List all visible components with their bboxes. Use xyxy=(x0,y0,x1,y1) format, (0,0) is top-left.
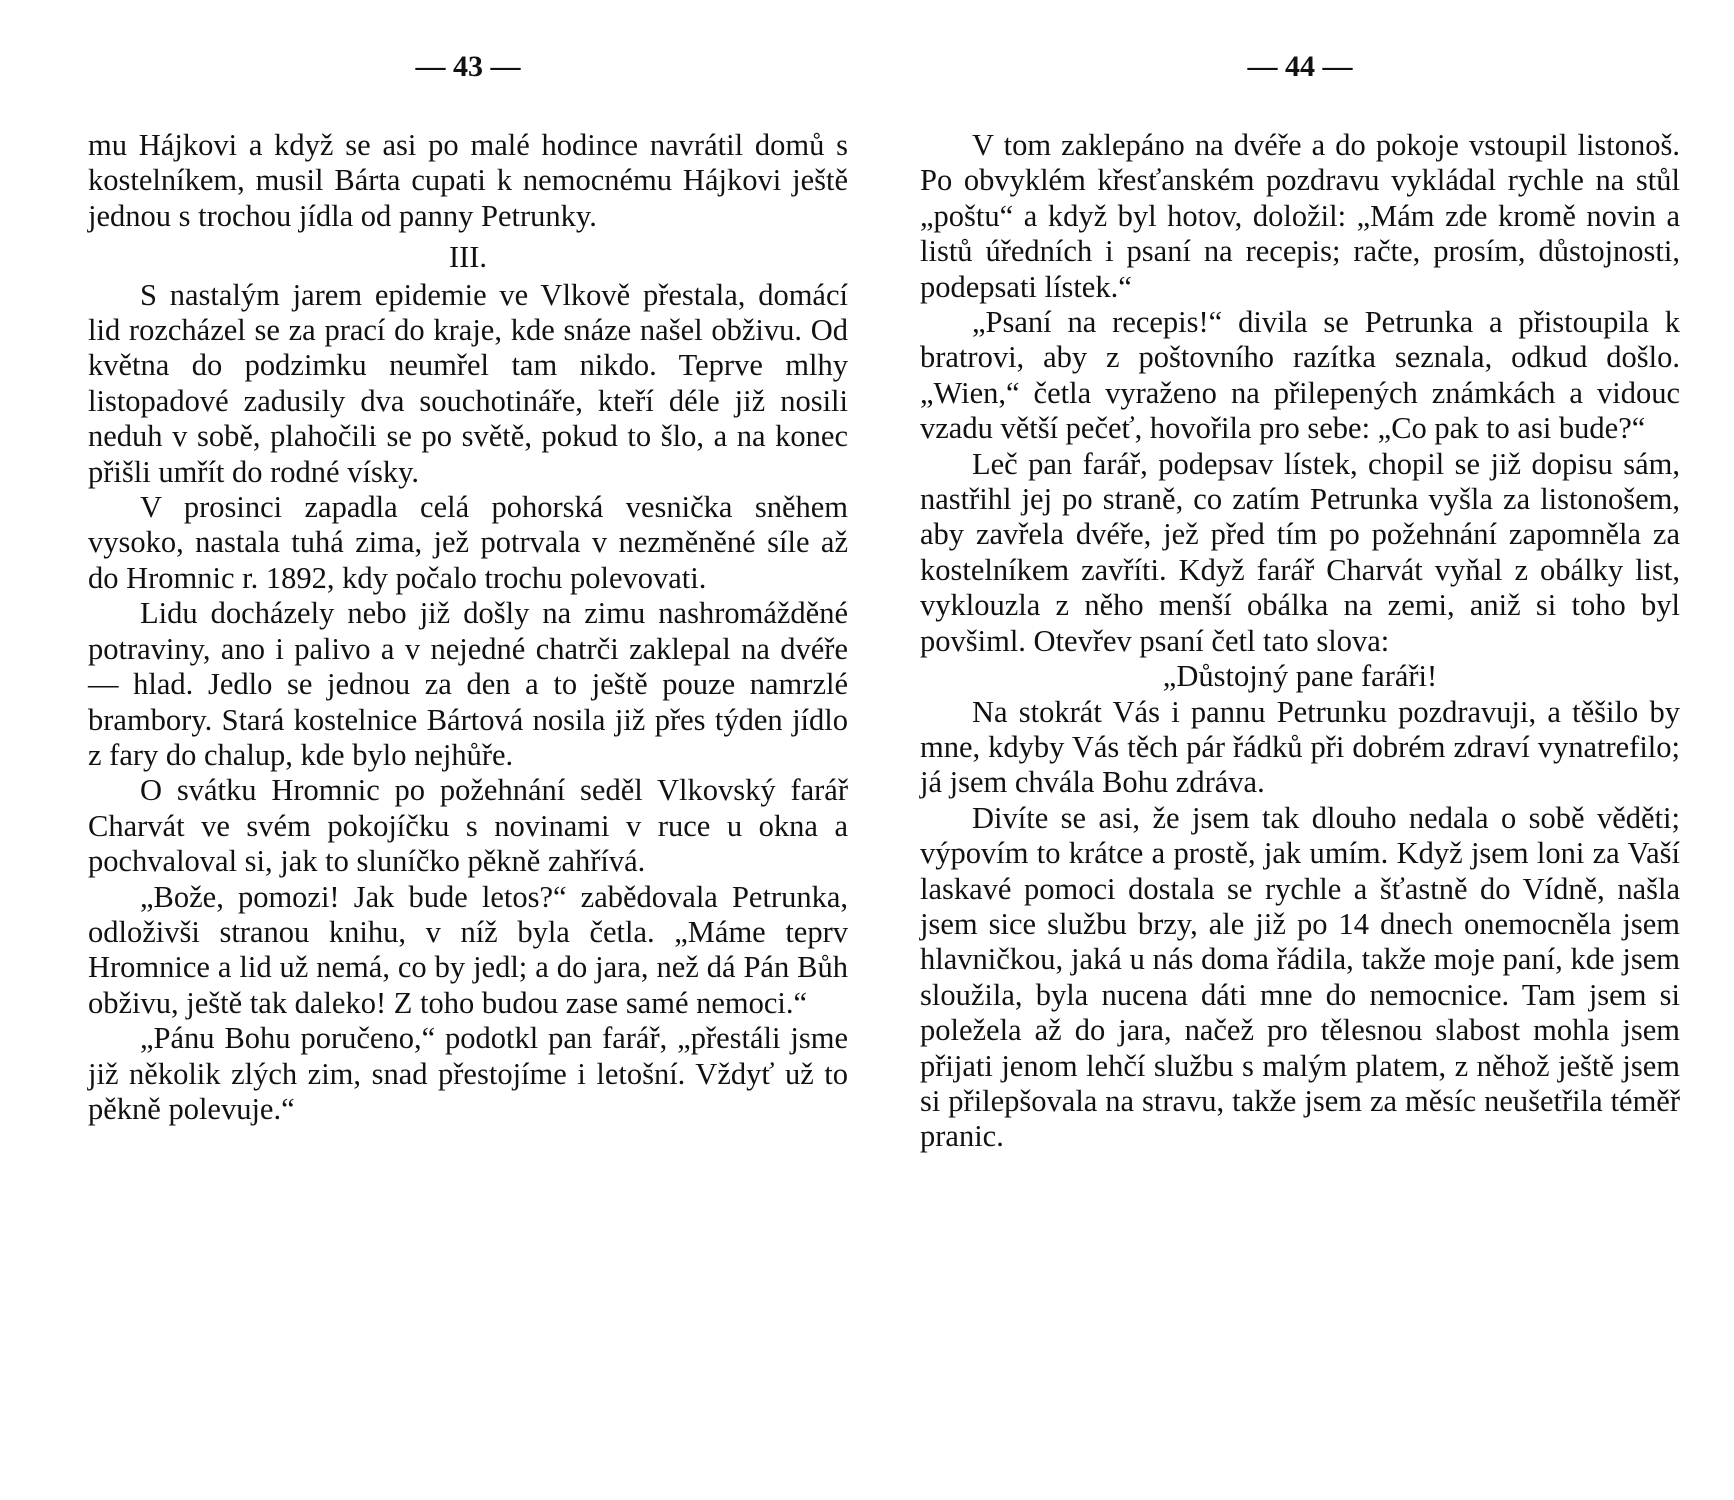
right-page-body xyxy=(920,128,1680,1155)
paragraph: Leč pan farář, podepsav lístek, chopil se již dopisu sám, nastřihl jej po straně, co zatím Petrunka vyšla za listonošem, aby zavřela dvéře, jež před tím po požehnání zapomněla za kostelníkem zavříti. Když farář Charvát vyňal z obálky list, vyklouzla z něho menší obálka na zemi, aniž si toho byl povšiml. Otevřev psaní četl tato slova: xyxy=(920,446,1680,658)
paragraph: Na stokrát Vás i pannu Petrunku pozdravuji, a těšilo by mne, kdyby Vás těch pár řádků při dobrém zdraví vynatrefilo; já jsem chvála Bohu zdráva. xyxy=(920,694,1680,800)
section-heading: III. xyxy=(448,240,488,275)
paragraph: „Pánu Bohu poručeno,“ podotkl pan farář, „přestáli jsme již několik zlých zim, snad přestojíme i letošní. Vždyť už to pěkně polevuje.“ xyxy=(88,1021,848,1126)
paragraph: V tom zaklepáno na dvéře a do pokoje vstoupil listonoš. Po obvyklém křesťanském pozdravu vykládal rychle na stůl „poštu“ a když byl hotov, doložil: „Mám zde kromě novin a listů úředních i psaní na recepis; račte, prosím, důstojnosti, podepsati lístek.“ xyxy=(920,128,1680,304)
page-number-44: — 44 — xyxy=(1247,50,1353,83)
paragraph: mu Hájkovi a když se asi po malé hodince navrátil domů s kostelníkem, musil Bárta cupati k nemocnému Hájkovi ještě jednou s trochou jídla od panny Petrunky. xyxy=(88,128,848,233)
left-page xyxy=(88,0,848,1500)
paragraph: O svátku Hromnic po požehnání seděl Vlkovský farář Charvát ve svém pokojíčku s novinami v ruce u okna a pochvaloval si, jak to sluníčko pěkně zahřívá. xyxy=(88,773,848,879)
paragraph: S nastalým jarem epidemie ve Vlkově přestala, domácí lid rozcházel se za prací do kraje, kde snáze našel obživu. Od května do podzimku neumřel tam nikdo. Teprve mlhy listopadové zadusily dva souchotináře, kteří déle již nosili neduh v sobě, plahočili se po světě, pokud to šlo, a na konec přišli umřít do rodné vísky. xyxy=(88,277,848,489)
paragraph: „Psaní na recepis!“ divila se Petrunka a přistoupila k bratrovi, aby z poštovního razítka seznala, odkud došlo. „Wien,“ četla vyraženo na přilepených známkách a vidouc vzadu větší pečeť, hovořila pro sebe: „Co pak to asi bude?“ xyxy=(920,305,1680,446)
left-page-body xyxy=(88,128,848,1127)
right-page xyxy=(920,0,1680,1500)
paragraph: „Bože, pomozi! Jak bude letos?“ zabědovala Petrunka, odloživši stranou knihu, v níž byla četla. „Máme teprv Hromnice a lid už nemá, co by jedl; a do jara, než dá Pán Bůh obživu, ještě tak daleko! Z toho budou zase samé nemoci.“ xyxy=(88,879,848,1020)
paragraph: Lidu docházely nebo již došly na zimu nashromážděné potraviny, ano i palivo a v nejedné chatrči zaklepal na dvéře — hlad. Jedlo se jednou za den a to ještě pouze namrzlé brambory. Stará kostelnice Bártová nosila již přes týden jídlo z fary do chalup, kde bylo nejhůře. xyxy=(88,596,848,772)
page-number-43: — 43 — xyxy=(415,50,521,83)
paragraph: Divíte se asi, že jsem tak dlouho nedala o sobě věděti; výpovím to krátce a prostě, jak umím. Když jsem loni za Vaší laskavé pomoci dostala se rychle a šťastně do Vídně, našla jsem sice službu brzy, ale již po 14 dnech onemocněla jsem hlavničkou, jaká u nás doma řádila, takže moje paní, kde jsem sloužila, byla nucena dáti mne do nemocnice. Tam jsem si poležela až do jara, načež pro tělesnou slabost mohla jsem přijati jenom lehčí službu s malým platem, z něhož ještě jsem si přilepšovala na stravu, takže jsem za měsíc neušetřila téměř pranic. xyxy=(920,800,1680,1154)
paragraph: V prosinci zapadla celá pohorská vesnička sněhem vysoko, nastala tuhá zima, jež potrvala v nezměněné síle až do Hromnic r. 1892, kdy počalo trochu polevovati. xyxy=(88,490,848,595)
letter-salutation: „Důstojný pane faráři! xyxy=(1162,659,1438,694)
